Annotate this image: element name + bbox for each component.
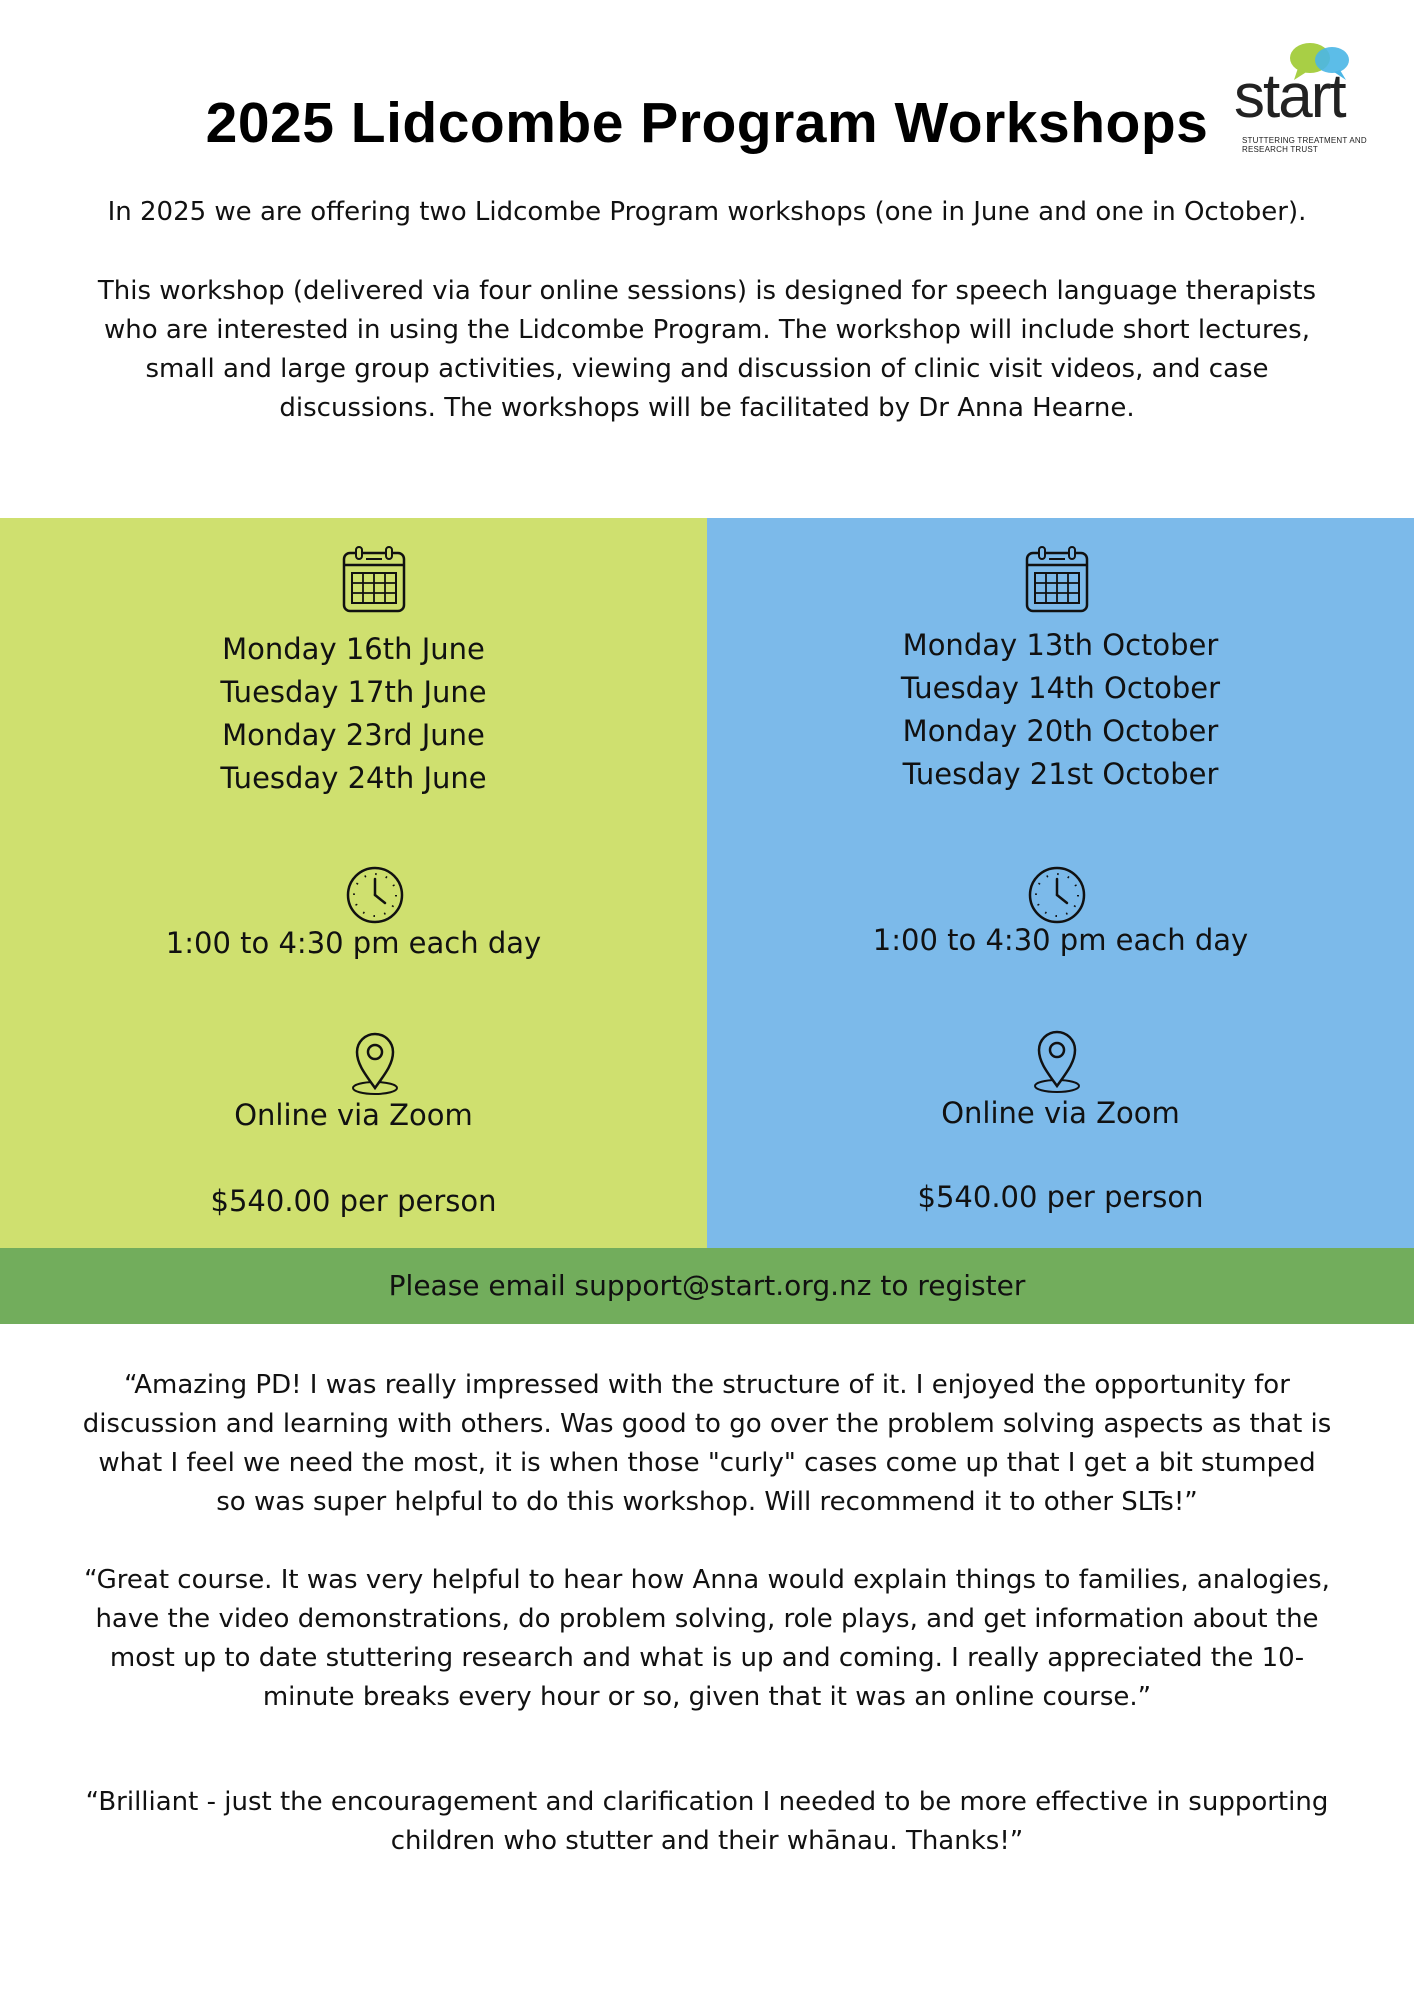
- workshop-price: $540.00 per person: [917, 1180, 1204, 1214]
- location-pin-icon: [1029, 1028, 1085, 1094]
- workshop-price: $540.00 per person: [210, 1184, 497, 1218]
- calendar-icon: [342, 545, 406, 613]
- start-logo: [1232, 40, 1372, 160]
- date-item: Tuesday 14th October: [900, 671, 1221, 705]
- testimonials: [80, 1366, 1334, 1861]
- register-banner: [0, 1248, 1414, 1324]
- date-item: Monday 23rd June: [222, 718, 485, 752]
- location-pin-icon: [347, 1030, 403, 1096]
- calendar-icon: [1025, 545, 1089, 613]
- testimonial: “Brilliant - just the encouragement and clarification I needed to be more effective in supporting children who stutter and their whānau. Thanks!”: [85, 1787, 1329, 1856]
- clock-icon: [345, 865, 405, 925]
- logo-wordmark: start: [1234, 62, 1345, 131]
- register-suffix: to register: [871, 1269, 1026, 1302]
- clock-icon: [1027, 865, 1087, 925]
- workshop-time: 1:00 to 4:30 pm each day: [165, 926, 542, 960]
- register-prefix: Please email: [388, 1269, 575, 1302]
- logo-tagline: STUTTERING TREATMENT AND RESEARCH TRUST: [1242, 136, 1367, 154]
- date-item: Monday 20th October: [902, 714, 1219, 748]
- workshop-location: Online via Zoom: [941, 1096, 1180, 1130]
- workshop-dates: [707, 624, 1414, 796]
- workshop-location: Online via Zoom: [234, 1098, 473, 1132]
- october-workshop-panel: [707, 518, 1414, 1248]
- intro-paragraph: In 2025 we are offering two Lidcombe Program workshops (one in June and one in October).: [107, 197, 1307, 227]
- date-item: Monday 16th June: [222, 632, 485, 666]
- workshop-time: 1:00 to 4:30 pm each day: [872, 923, 1249, 957]
- workshop-dates: [0, 628, 707, 800]
- date-item: Monday 13th October: [902, 628, 1219, 662]
- register-email-link[interactable]: support@start.org.nz: [574, 1269, 872, 1302]
- testimonial: “Great course. It was very helpful to hear how Anna would explain things to families, analogies, have the video demonstrations, do problem solving, role plays, and get information about the most up to date stuttering research and what is up and coming. I really appreciated the 10-minute breaks every hour or so, given that it was an online course.”: [84, 1565, 1330, 1712]
- page-title: 2025 Lidcombe Program Workshops: [205, 91, 1209, 155]
- june-workshop-panel: [0, 518, 707, 1248]
- date-item: Tuesday 24th June: [220, 761, 487, 795]
- date-item: Tuesday 17th June: [220, 675, 487, 709]
- testimonial: “Amazing PD! I was really impressed with the structure of it. I enjoyed the opportunity for discussion and learning with others. Was good to go over the problem solving aspects as that is what I feel we need the most, it is when those "curly" cases come up that I get a bit stumped so was super helpful to do this workshop. Will recommend it to other SLTs!”: [82, 1370, 1332, 1517]
- date-item: Tuesday 21st October: [902, 757, 1219, 791]
- intro-text: [70, 193, 1344, 468]
- intro-paragraph: This workshop (delivered via four online sessions) is designed for speech language therapists who are interested in using the Lidcombe Program. The workshop will include short lectures, small and large group activities, viewing and discussion of clinic visit videos, and case discussions. The workshops will be facilitated by Dr Anna Hearne.: [97, 276, 1317, 423]
